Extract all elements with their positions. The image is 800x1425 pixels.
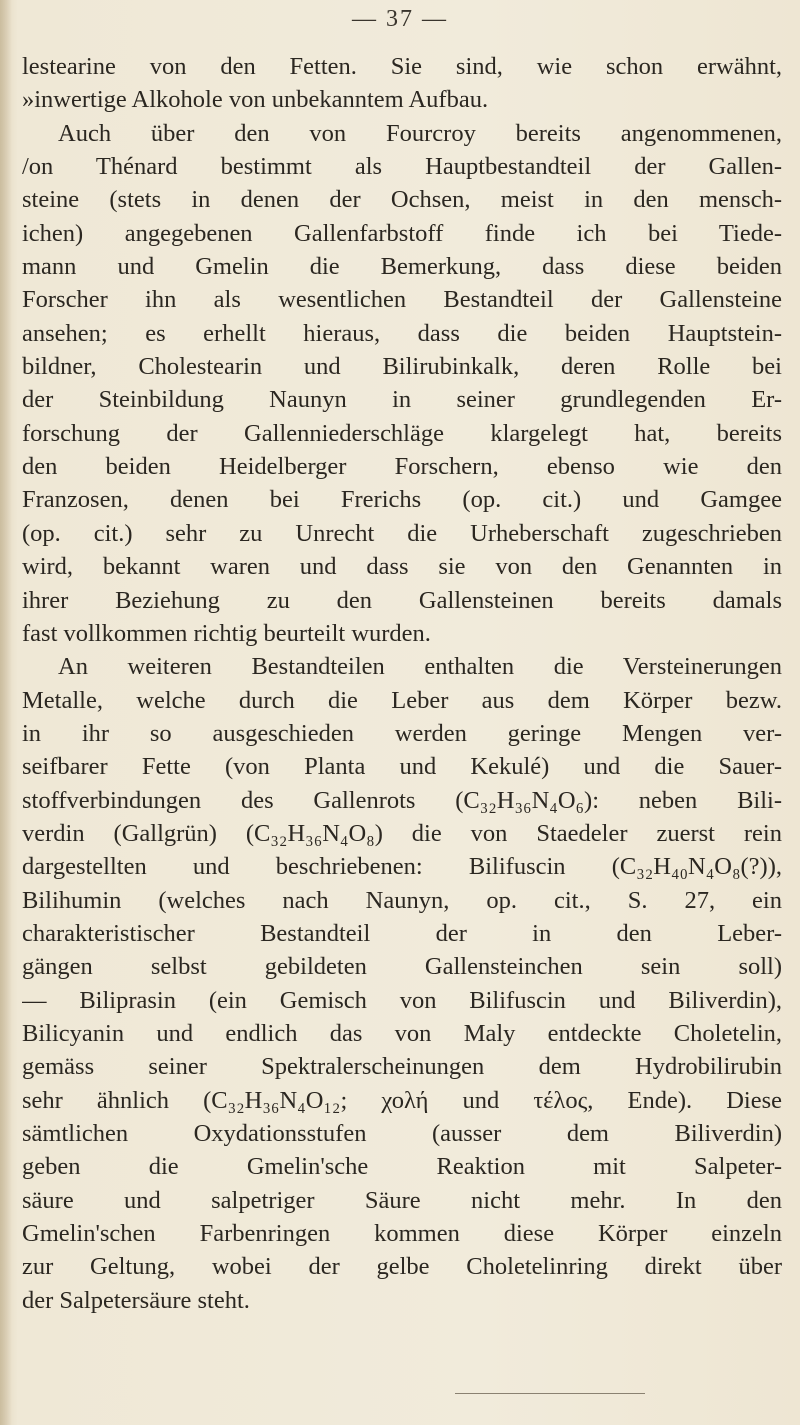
page-number: — 37 —	[352, 6, 448, 32]
text-line: charakteristischer Bestandteil der in den Leber-	[22, 919, 782, 947]
text-line: mann und Gmelin die Bemerkung, dass diese beiden	[22, 253, 782, 281]
text-line: gängen selbst gebildeten Gallensteinchen sein soll)	[22, 953, 782, 981]
text-line: stoffverbindungen des Gallenrots (C₃₂H₃₆N₄O₆): neben Bili-	[22, 786, 782, 814]
text-line: »inwertige Alkohole von unbekanntem Aufbau.	[22, 86, 489, 114]
text-line: ansehen; es erhellt hieraus, dass die beiden Hauptstein-	[22, 319, 782, 347]
text-line: ihrer Beziehung zu den Gallensteinen bereits damals	[22, 586, 782, 614]
text-line: steine (stets in denen der Ochsen, meist in den mensch-	[22, 186, 782, 214]
text-line: bildner, Cholestearin und Bilirubinkalk, deren Rolle bei	[22, 353, 782, 381]
text-line: den beiden Heidelberger Forschern, ebenso wie den	[22, 453, 782, 481]
text-line: lestearine von den Fetten. Sie sind, wie schon erwähnt,	[22, 53, 782, 80]
text-line: gemäss seiner Spektralerscheinungen dem Hydrobilirubin	[22, 1053, 782, 1081]
text-line: dargestellten und beschriebenen: Bilifuscin (C₃₂H₄₀N₄O₈(?)),	[22, 853, 782, 881]
text-line: forschung der Gallenniederschläge klargelegt hat, bereits	[22, 419, 782, 447]
text-line: der Steinbildung Naunyn in seiner grundlegenden Er-	[22, 386, 782, 414]
text-line: Bilicyanin und endlich das von Maly entdeckte Choletelin,	[22, 1019, 782, 1047]
text-line: seifbarer Fette (von Planta und Kekulé) und die Sauer-	[22, 753, 782, 781]
text-line: säure und salpetriger Säure nicht mehr. In den	[22, 1186, 782, 1214]
text-line: Franzosen, denen bei Frerichs (op. cit.) und Gamgee	[22, 486, 782, 514]
text-line: /on Thénard bestimmt als Hauptbestandteil der Gallen-	[22, 153, 782, 181]
text-line: sehr ähnlich (C₃₂H₃₆N₄O₁₂; χολή und τέλος, Ende). Diese	[22, 1086, 782, 1114]
text-line: An weiteren Bestandteilen enthalten die Versteinerungen	[58, 653, 782, 681]
text-line: Auch über den von Fourcroy bereits angenommenen,	[58, 119, 782, 147]
text-line: Metalle, welche durch die Leber aus dem Körper bezw.	[22, 686, 782, 714]
text-line: — Biliprasin (ein Gemisch von Bilifuscin und Biliverdin),	[22, 986, 782, 1014]
footnote-divider	[455, 1393, 645, 1394]
text-line: fast vollkommen richtig beurteilt wurden.	[22, 619, 431, 647]
text-line: Bilihumin (welches nach Naunyn, op. cit., S. 27, ein	[22, 886, 782, 914]
text-line: sämtlichen Oxydationsstufen (ausser dem Biliverdin)	[22, 1120, 782, 1147]
text-line: geben die Gmelin'sche Reaktion mit Salpeter-	[22, 1153, 782, 1181]
text-line: der Salpetersäure steht.	[22, 1286, 250, 1314]
text-line: ichen) angegebenen Gallenfarbstoff finde ich bei Tiede-	[22, 219, 782, 247]
text-line: zur Geltung, wobei der gelbe Choletelinring direkt über	[22, 1253, 782, 1281]
text-line: verdin (Gallgrün) (C₃₂H₃₆N₄O₈) die von Staedeler zuerst rein	[22, 819, 782, 847]
page-gutter-shadow	[0, 0, 12, 1425]
text-line: (op. cit.) sehr zu Unrecht die Urheberschaft zugeschrieben	[22, 519, 782, 547]
text-line: Gmelin'schen Farbenringen kommen diese Körper einzeln	[22, 1220, 782, 1248]
body-text	[22, 50, 782, 1317]
text-line: Forscher ihn als wesentlichen Bestandteil der Gallensteine	[22, 286, 782, 314]
text-line: in ihr so ausgeschieden werden geringe Mengen ver-	[22, 719, 782, 747]
text-line: wird, bekannt waren und dass sie von den Genannten in	[22, 553, 782, 581]
